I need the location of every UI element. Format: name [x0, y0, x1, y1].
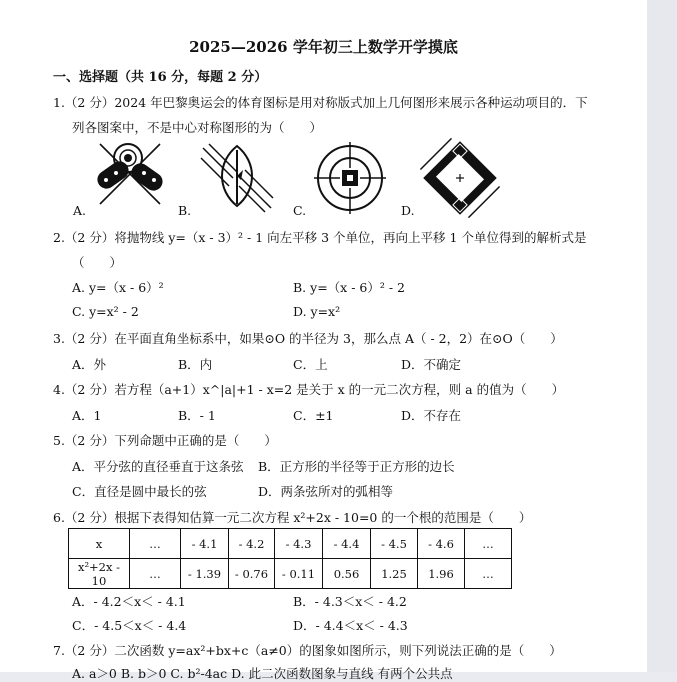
table-cell: x	[69, 529, 130, 559]
sailing-icon	[197, 140, 277, 212]
q4-option-c: C．±1	[293, 408, 334, 423]
table-cell: - 4.6	[418, 529, 465, 559]
q2-option-b: B. y=（x - 6）² - 2	[293, 280, 405, 295]
q2-stem-line2: （ ）	[72, 255, 123, 270]
table-cell: 1.96	[418, 559, 465, 589]
table-cell: …	[465, 559, 512, 589]
table-cell: …	[465, 529, 512, 559]
q3-option-b: B．内	[178, 357, 213, 372]
table-cell: - 4.1	[181, 529, 229, 559]
diamond-court-icon	[422, 140, 498, 216]
section-heading: 一、选择题（共 16 分，每题 2 分）	[53, 70, 268, 85]
q2-option-a: A. y=（x - 6）²	[72, 280, 164, 295]
q4-option-d: D．不存在	[401, 408, 462, 423]
page-title: 2025—2026 学年初三上数学开学摸底	[189, 38, 458, 56]
table-cell: - 0.76	[229, 559, 275, 589]
target-icon	[312, 140, 388, 216]
q5-stem: 5.（2 分）下列命题中正确的是（ ）	[53, 433, 277, 448]
q4-option-b: B．- 1	[178, 408, 216, 423]
q6-option-d: D．- 4.4＜x＜ - 4.3	[293, 618, 408, 633]
table-cell: - 0.11	[275, 559, 323, 589]
q1-option-c-label: C.	[293, 203, 307, 218]
q2-option-c: C. y=x² - 2	[72, 304, 139, 319]
table-row	[69, 529, 512, 559]
skateboard-icon	[92, 140, 168, 212]
q1-stem-line2: 列各图案中，不是中心对称图形的为（ ）	[72, 120, 323, 135]
q3-option-c: C．上	[293, 357, 328, 372]
viewer-side-panel	[647, 0, 677, 672]
q6-option-a: A．- 4.2＜x＜ - 4.1	[72, 594, 186, 609]
q6-stem: 6.（2 分）根据下表得知估算一元二次方程 x²+2x - 10=0 的一个根的范围是（ ）	[53, 510, 532, 525]
q1-option-b-label: B.	[178, 203, 192, 218]
q7-stem: 7.（2 分）二次函数 y=ax²+bx+c（a≠0）的图象如图所示，则下列说法正确的是（ ）	[53, 643, 562, 658]
q1-option-a-label: A.	[73, 203, 87, 218]
table-cell: x²+2x - 10	[69, 559, 130, 589]
table-cell: - 4.2	[229, 529, 275, 559]
table-cell: 0.56	[323, 559, 371, 589]
q3-option-d: D．不确定	[401, 357, 462, 372]
table-row	[69, 559, 512, 589]
q3-stem: 3.（2 分）在平面直角坐标系中，如果⊙O 的半径为 3，那么点 A（ - 2，2）在⊙O（ ）	[53, 331, 563, 346]
q5-option-a: A．平分弦的直径垂直于这条弦	[72, 459, 244, 474]
table-cell: …	[130, 529, 181, 559]
table-cell: - 4.4	[323, 529, 371, 559]
q2-option-d: D. y=x²	[293, 304, 341, 319]
q4-option-a: A．1	[72, 408, 102, 423]
q5-option-b: B．正方形的半径等于正方形的边长	[258, 459, 455, 474]
q2-stem-line1: 2.（2 分）将抛物线 y=（x - 3）² - 1 向左平移 3 个单位，再向上平移 1 个单位得到的解析式是	[53, 230, 587, 245]
q1-option-d-label: D.	[401, 203, 415, 218]
table-cell: 1.25	[371, 559, 418, 589]
table-cell: - 4.5	[371, 529, 418, 559]
table-cell: - 1.39	[181, 559, 229, 589]
q5-option-d: D．两条弦所对的弧相等	[258, 484, 394, 499]
estimation-table	[68, 528, 512, 589]
q4-stem: 4.（2 分）若方程（a+1）x^|a|+1 - x=2 是关于 x 的一元二次方程，则 a 的值为（ ）	[53, 382, 565, 397]
q6-option-c: C．- 4.5＜x＜ - 4.4	[72, 618, 187, 633]
table-cell: …	[130, 559, 181, 589]
q7-options-partial: A. a＞0 B. b＞0 C. b²-4ac D. 此二次函数图象与直线 有两个公共点	[72, 666, 453, 681]
table-cell: - 4.3	[275, 529, 323, 559]
q3-option-a: A．外	[72, 357, 107, 372]
q6-option-b: B．- 4.3＜x＜ - 4.2	[293, 594, 407, 609]
q1-stem-line1: 1.（2 分）2024 年巴黎奥运会的体育图标是用对称版式加上几何图形来展示各种运动项目的．下	[53, 95, 588, 110]
q5-option-c: C．直径是圆中最长的弦	[72, 484, 207, 499]
